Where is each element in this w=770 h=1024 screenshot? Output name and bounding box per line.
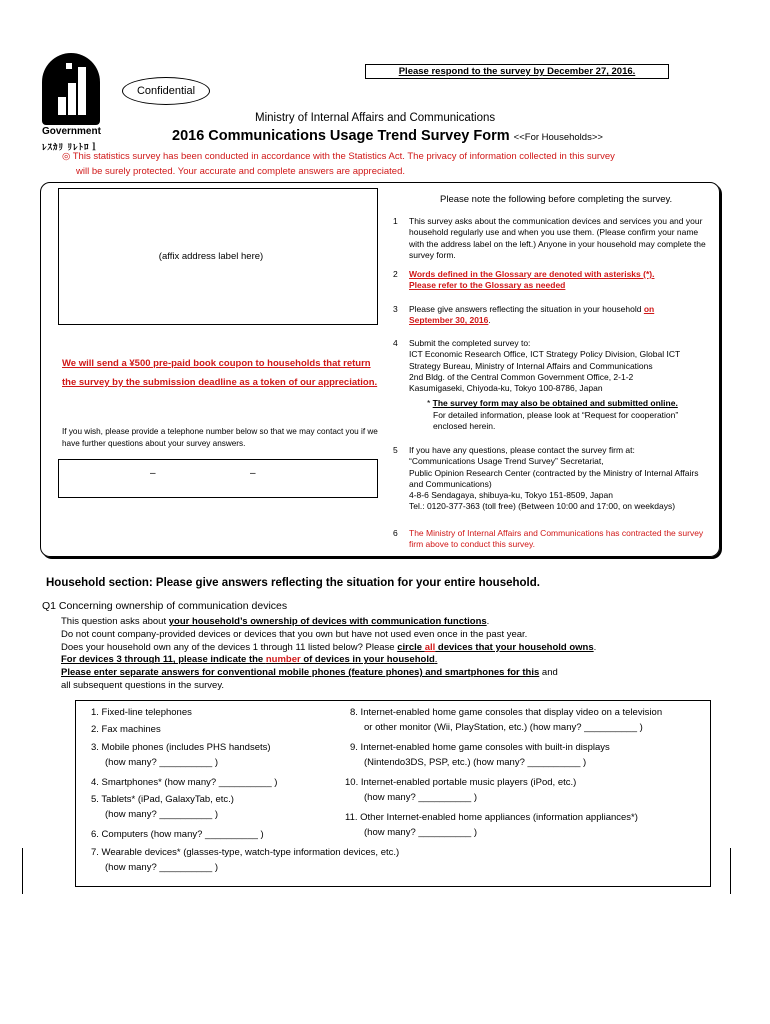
note-2-line-1: Words defined in the Glossary are denoted with asterisks (*). [409,269,655,279]
privacy-notice [62,149,702,179]
phone-dash-2: – [250,468,256,479]
notice-line-1: ◎ This statistics survey has been conducted in accordance with the Statistics Act. The privacy of information collected in this survey [62,151,615,162]
title-text: 2016 Communications Usage Trend Survey Form [172,128,510,144]
note-2-line-2: Please refer to the Glossary as needed [409,280,566,291]
device-option-2[interactable]: 2. Fax machines [91,724,161,735]
note-2 [409,269,709,292]
note-number: 1 [393,216,398,226]
instr-text: . [486,616,490,627]
confidential-badge: Confidential [122,77,210,105]
instr-line-5 [61,667,721,680]
device-8-count[interactable]: or other monitor (Wii, PlayStation, etc.) (how many? __________ ) [364,722,643,733]
instr-text: and [539,667,558,679]
device-7-label: 7. Wearable devices* (glasses-type, watch-type information devices, etc.) [91,847,400,858]
note-number: 4 [393,338,398,348]
note-5-line: Public Opinion Research Center (contracted by the Ministry of Internal Affairs and Communications) [409,467,699,489]
device-option-9[interactable] [350,740,610,770]
note-5-line: “Communications Usage Trend Survey” Secretariat, [409,456,604,467]
note-4-line: Kasumigaseki, Chiyoda-ku, Tokyo 100-8786, Japan [409,383,603,394]
phone-dash-1: – [150,468,156,479]
instr-text: Does your household own any of the devices 1 through 11 listed below? Please [61,641,398,653]
note-6: The Ministry of Internal Affairs and Communications has contracted the survey firm above to conduct this survey. [409,528,704,550]
note-5-line: 4-8-6 Sendagaya, shibuya-ku, Tokyo 151-8509, Japan [409,490,613,501]
page-title [172,128,603,144]
device-option-7[interactable] [91,845,399,875]
instr-line-4 [61,654,721,667]
ministry-name: Ministry of Internal Affairs and Communications [255,112,496,124]
note-1: This survey asks about the communication devices and services you and your household regularly use and when you use them. (Please confirm your name with the address label on the left.) Anyone in your household may complete the survey form. [409,216,706,260]
phone-number-field[interactable] [58,459,378,498]
instr-line-1 [61,616,721,629]
government-sublabel: ﾚｽｶﾘ ﾘﾚﾄﾛｌ [42,142,100,152]
device-10-count[interactable]: (how many? __________ ) [364,792,478,803]
instr-emphasis-red: number [265,654,301,666]
question-1-label: Q1 Concerning ownership of communication devices [42,600,288,612]
instr-emphasis: Please enter separate answers for conventional mobile phones (feature phones) and smartphones for this [61,667,540,679]
note-3-on: on [643,304,655,314]
note-4 [409,338,709,432]
device-option-5[interactable] [91,792,234,822]
note-4-line: 2nd Bldg. of the Central Common Government Office, 2-1-2 [409,371,634,382]
device-3-label: 3. Mobile phones (includes PHS handsets) [91,742,271,753]
instr-line-3 [61,642,721,655]
note-3 [409,304,709,327]
instr-emphasis: circle [397,641,425,653]
note-4-online [409,398,709,409]
note-3-date: September 30, 2016 [409,315,489,326]
device-10-label: 10. Internet-enabled portable music players (iPod, etc.) [345,777,577,788]
note-4-line: ICT Economic Research Office, ICT Strategy Policy Division, Global ICT [409,349,681,360]
device-8-label: 8. Internet-enabled home game consoles that display video on a television [350,707,663,718]
device-option-4[interactable]: 4. Smartphones* (how many? __________ ) [91,777,278,788]
note-5 [409,445,709,513]
instr-line-2: Do not count company-provided devices or devices that you own but have not used even once in the past year. [61,628,528,640]
question-1-instructions [61,616,721,693]
device-option-11[interactable] [345,810,638,840]
instr-line-6: all subsequent questions in the survey. [61,679,225,691]
note-4-line: Submit the completed survey to: [409,338,531,348]
note-4-detail: For detailed information, please look at “Request for cooperation” enclosed herein. [433,409,679,432]
device-option-3[interactable] [91,740,271,770]
device-11-label: 11. Other Internet-enabled home appliances (information appliances*) [345,812,638,823]
notice-line-2: will be surely protected. Your accurate and complete answers are appreciated. [76,166,405,177]
coupon-offer: We will send a ¥500 pre-paid book coupon to households that return the survey by the submission deadline as a token of our appreciation. [62,358,378,388]
note-4-line: Strategy Bureau, Ministry of Internal Affairs and Communications [409,360,653,371]
device-3-count[interactable]: (how many? __________ ) [105,757,219,768]
instr-emphasis: of devices in your household [300,654,435,666]
instr-emphasis: devices that your household owns [435,641,594,653]
title-suffix: <<For Households>> [513,132,603,143]
device-9-count[interactable]: (Nintendo3DS, PSP, etc.) (how many? __________ ) [364,757,587,768]
note-number: 2 [393,269,398,279]
government-label: Government [42,126,101,137]
note-number: 5 [393,445,398,455]
instr-text: . [593,641,597,653]
note-3-text: Please give answers reflecting the situation in your household [409,304,644,314]
instr-emphasis: your household’s ownership of devices with communication functions [168,616,487,627]
address-label-text: (affix address label here) [158,251,264,262]
device-9-label: 9. Internet-enabled home game consoles with built-in displays [350,742,610,753]
note-4-star: * [427,398,433,409]
device-5-count[interactable]: (how many? __________ ) [105,809,219,820]
deadline-banner: Please respond to the survey by December 27, 2016. [365,64,669,79]
device-7-count[interactable]: (how many? __________ ) [105,862,219,873]
government-logo [42,53,100,125]
note-4-online-text: The survey form may also be obtained and submitted online. [432,398,678,409]
device-option-6[interactable]: 6. Computers (how many? __________ ) [91,829,264,840]
note-number: 6 [393,528,398,538]
note-5-line: Tel.: 0120-377-363 (toll free) (Between 10:00 and 17:00, on weekdays) [409,501,676,512]
page-border-left [22,848,23,894]
notes-heading: Please note the following before completing the survey. [440,194,673,205]
instr-emphasis-red: all [424,641,436,653]
device-option-1[interactable]: 1. Fixed-line telephones [91,707,192,718]
instr-text: . [434,654,438,666]
instr-emphasis: For devices 3 through 11, please indicate the [61,654,266,666]
device-11-count[interactable]: (how many? __________ ) [364,827,478,838]
device-option-8[interactable] [350,705,662,735]
note-3-period: . [488,315,491,326]
note-5-line: If you have any questions, please contact the survey firm at: [409,445,635,455]
phone-request: If you wish, please provide a telephone number below so that we may contact you if we have further questions about your survey answers. [62,427,378,448]
device-option-10[interactable] [345,775,576,805]
instr-text: This question asks about [61,616,169,627]
device-5-label: 5. Tablets* (iPad, GalaxyTab, etc.) [91,794,234,805]
note-number: 3 [393,304,398,314]
page-border-right [730,848,731,894]
section-title: Household section: Please give answers reflecting the situation for your entire household. [46,577,540,589]
